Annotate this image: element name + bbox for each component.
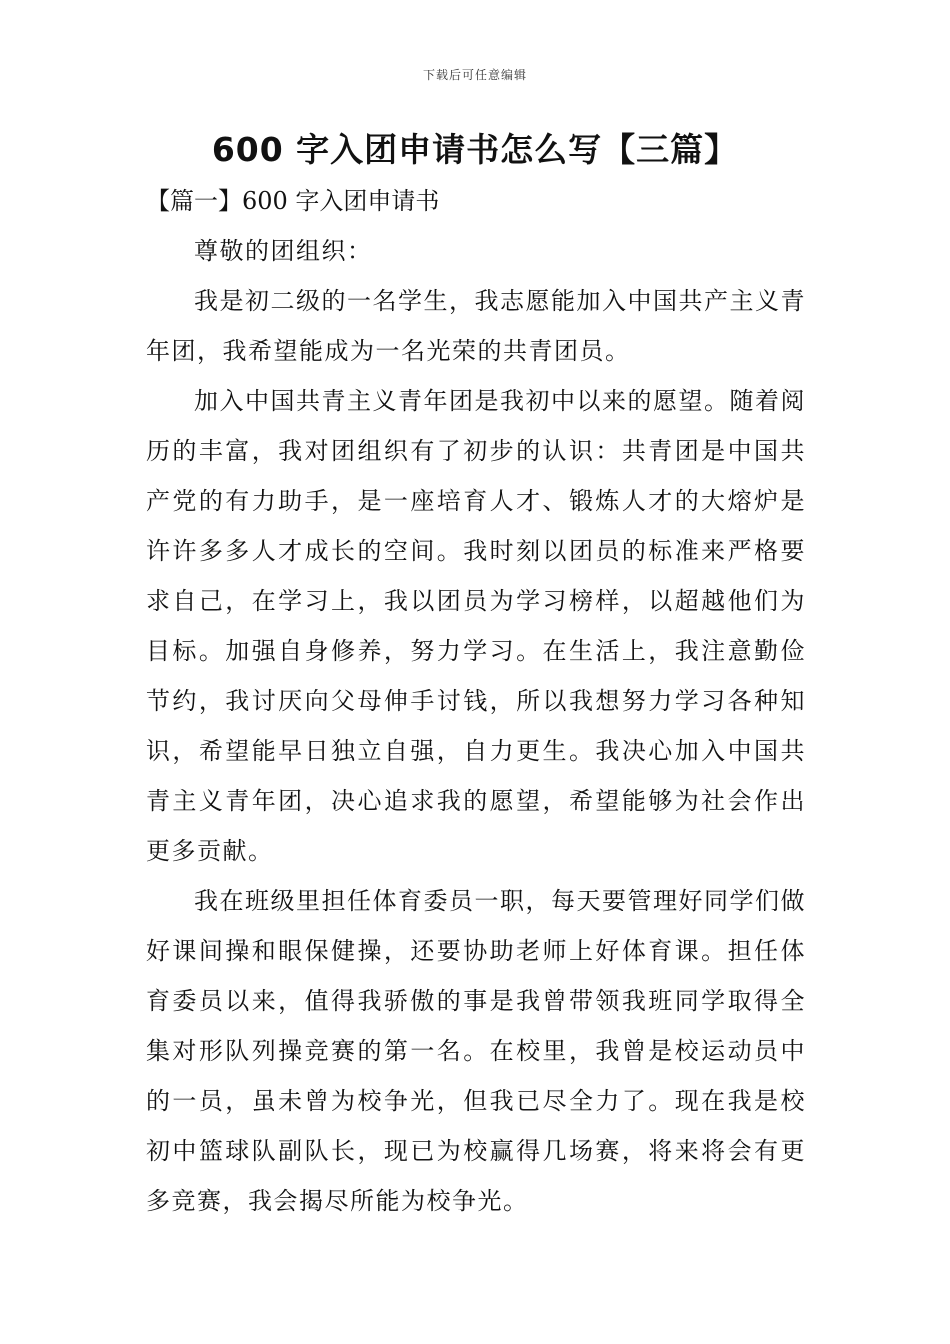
section-heading: 【篇一】600 字入团申请书 — [146, 187, 440, 215]
letter-body — [146, 226, 806, 1226]
paragraph-1: 我是初二级的一名学生，我志愿能加入中国共产主义青年团，我希望能成为一名光荣的共青团员。 — [146, 287, 806, 365]
document-title: 600 字入团申请书怎么写【三篇】 — [211, 130, 739, 169]
header-note: 下载后可任意编辑 — [422, 68, 527, 82]
salutation: 尊敬的团组织： — [194, 237, 373, 265]
paragraph-3: 我在班级里担任体育委员一职，每天要管理好同学们做好课间操和眼保健操，还要协助老师上好体育课。担任体育委员以来，值得我骄傲的事是我曾带领我班同学取得全集对形队列操竞赛的第一名。在校里，我曾是校运动员中的一员，虽未曾为校争光，但我已尽全力了。现在我是校初中篮球队副队长，现已为校赢得几场赛，将来将会有更多竞赛，我会揭尽所能为校争光。 — [146, 887, 806, 1215]
paragraph-2: 加入中国共青主义青年团是我初中以来的愿望。随着阅历的丰富，我对团组织有了初步的认识：共青团是中国共产党的有力助手，是一座培育人才、锻炼人才的大熔炉是许许多多人才成长的空间。我时刻以团员的标准来严格要求自己，在学习上，我以团员为学习榜样，以超越他们为目标。加强自身修养，努力学习。在生活上，我注意勤俭节约，我讨厌向父母伸手讨钱，所以我想努力学习各种知识，希望能早日独立自强，自力更生。我决心加入中国共青主义青年团，决心追求我的愿望，希望能够为社会作出更多贡献。 — [146, 387, 806, 865]
